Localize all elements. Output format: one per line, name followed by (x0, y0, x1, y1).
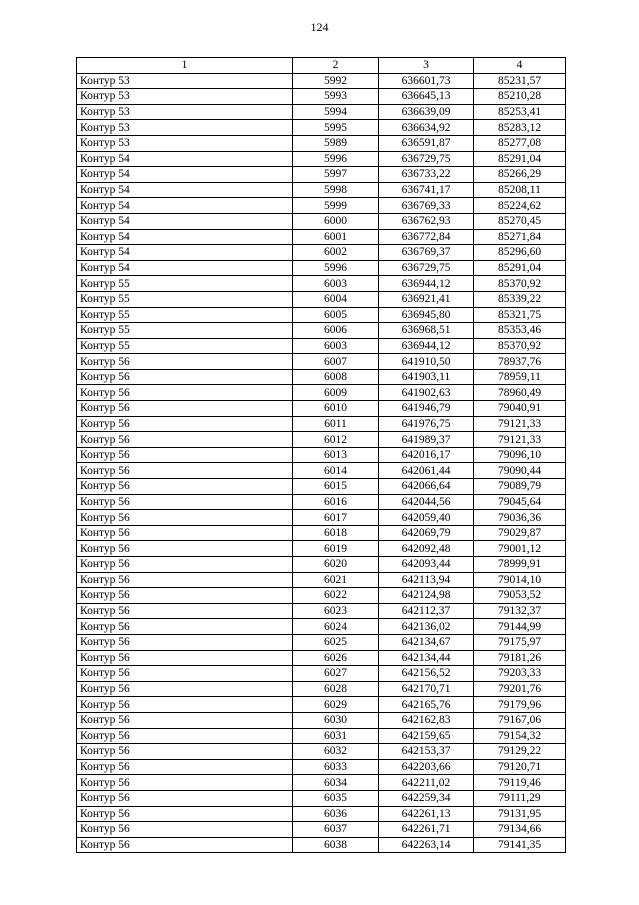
y-coordinate-cell: 79132,37 (474, 603, 566, 619)
contour-name-cell: Контур 56 (77, 650, 293, 666)
x-coordinate-cell: 636729,75 (379, 151, 474, 167)
x-coordinate-cell: 642059,40 (379, 510, 474, 526)
table-row (77, 681, 566, 697)
x-coordinate-cell: 642156,52 (379, 666, 474, 682)
y-coordinate-cell: 85224,62 (474, 198, 566, 214)
point-number-cell: 6012 (293, 432, 379, 448)
table-row (77, 744, 566, 760)
contour-name-cell: Контур 56 (77, 447, 293, 463)
y-coordinate-cell: 79119,46 (474, 775, 566, 791)
y-coordinate-cell: 79089,79 (474, 479, 566, 495)
point-number-cell: 6004 (293, 291, 379, 307)
point-number-cell: 6000 (293, 213, 379, 229)
x-coordinate-cell: 636772,84 (379, 229, 474, 245)
contour-name-cell: Контур 55 (77, 323, 293, 339)
y-coordinate-cell: 79090,44 (474, 463, 566, 479)
point-number-cell: 5996 (293, 151, 379, 167)
contour-name-cell: Контур 56 (77, 634, 293, 650)
contour-name-cell: Контур 55 (77, 291, 293, 307)
y-coordinate-cell: 79201,76 (474, 681, 566, 697)
table-row (77, 837, 566, 853)
y-coordinate-cell: 79014,10 (474, 572, 566, 588)
y-coordinate-cell: 79053,52 (474, 588, 566, 604)
contour-name-cell: Контур 56 (77, 510, 293, 526)
table-row (77, 151, 566, 167)
point-number-cell: 5993 (293, 89, 379, 105)
x-coordinate-cell: 642153,37 (379, 744, 474, 760)
table-row (77, 104, 566, 120)
table-row (77, 385, 566, 401)
table-row (77, 634, 566, 650)
x-coordinate-cell: 641989,37 (379, 432, 474, 448)
x-coordinate-cell: 642263,14 (379, 837, 474, 853)
point-number-cell: 6034 (293, 775, 379, 791)
contour-name-cell: Контур 56 (77, 806, 293, 822)
x-coordinate-cell: 636729,75 (379, 260, 474, 276)
x-coordinate-cell: 636945,80 (379, 307, 474, 323)
table-row (77, 307, 566, 323)
y-coordinate-cell: 85370,92 (474, 338, 566, 354)
contour-name-cell: Контур 54 (77, 198, 293, 214)
point-number-cell: 6006 (293, 323, 379, 339)
point-number-cell: 6013 (293, 447, 379, 463)
point-number-cell: 6005 (293, 307, 379, 323)
contour-name-cell: Контур 56 (77, 728, 293, 744)
x-coordinate-cell: 636769,37 (379, 245, 474, 261)
table-row (77, 354, 566, 370)
table-row (77, 510, 566, 526)
y-coordinate-cell: 85210,28 (474, 89, 566, 105)
point-number-cell: 5998 (293, 182, 379, 198)
point-number-cell: 6037 (293, 822, 379, 838)
y-coordinate-cell: 85283,12 (474, 120, 566, 136)
table-row (77, 463, 566, 479)
contour-name-cell: Контур 54 (77, 260, 293, 276)
y-coordinate-cell: 85291,04 (474, 260, 566, 276)
y-coordinate-cell: 78937,76 (474, 354, 566, 370)
x-coordinate-cell: 642124,98 (379, 588, 474, 604)
x-coordinate-cell: 636639,09 (379, 104, 474, 120)
y-coordinate-cell: 85370,92 (474, 276, 566, 292)
coordinates-table (76, 57, 566, 853)
column-header-3: 3 (379, 58, 474, 74)
point-number-cell: 6035 (293, 790, 379, 806)
table-row (77, 588, 566, 604)
x-coordinate-cell: 642113,94 (379, 572, 474, 588)
contour-name-cell: Контур 54 (77, 182, 293, 198)
contour-name-cell: Контур 56 (77, 525, 293, 541)
point-number-cell: 6015 (293, 479, 379, 495)
y-coordinate-cell: 79179,96 (474, 697, 566, 713)
table-row (77, 416, 566, 432)
x-coordinate-cell: 636944,12 (379, 276, 474, 292)
contour-name-cell: Контур 56 (77, 759, 293, 775)
point-number-cell: 6011 (293, 416, 379, 432)
x-coordinate-cell: 642134,67 (379, 634, 474, 650)
table-row (77, 276, 566, 292)
point-number-cell: 5995 (293, 120, 379, 136)
table-row (77, 182, 566, 198)
y-coordinate-cell: 85277,08 (474, 135, 566, 151)
point-number-cell: 6014 (293, 463, 379, 479)
point-number-cell: 6033 (293, 759, 379, 775)
contour-name-cell: Контур 56 (77, 494, 293, 510)
table-row (77, 759, 566, 775)
y-coordinate-cell: 79181,26 (474, 650, 566, 666)
x-coordinate-cell: 636601,73 (379, 73, 474, 89)
x-coordinate-cell: 636769,33 (379, 198, 474, 214)
table-row (77, 572, 566, 588)
table-row (77, 619, 566, 635)
y-coordinate-cell: 85271,84 (474, 229, 566, 245)
table-row (77, 135, 566, 151)
y-coordinate-cell: 79029,87 (474, 525, 566, 541)
x-coordinate-cell: 642159,65 (379, 728, 474, 744)
point-number-cell: 6029 (293, 697, 379, 713)
point-number-cell: 5989 (293, 135, 379, 151)
x-coordinate-cell: 641910,50 (379, 354, 474, 370)
contour-name-cell: Контур 56 (77, 557, 293, 573)
contour-name-cell: Контур 56 (77, 463, 293, 479)
table-row (77, 790, 566, 806)
x-coordinate-cell: 636921,41 (379, 291, 474, 307)
y-coordinate-cell: 85266,29 (474, 167, 566, 183)
contour-name-cell: Контур 53 (77, 104, 293, 120)
table-row (77, 557, 566, 573)
x-coordinate-cell: 642016,17 (379, 447, 474, 463)
y-coordinate-cell: 85270,45 (474, 213, 566, 229)
contour-name-cell: Контур 56 (77, 385, 293, 401)
contour-name-cell: Контур 56 (77, 712, 293, 728)
contour-name-cell: Контур 54 (77, 213, 293, 229)
point-number-cell: 6026 (293, 650, 379, 666)
y-coordinate-cell: 79167,06 (474, 712, 566, 728)
point-number-cell: 6022 (293, 588, 379, 604)
y-coordinate-cell: 79129,22 (474, 744, 566, 760)
y-coordinate-cell: 85208,11 (474, 182, 566, 198)
y-coordinate-cell: 85321,75 (474, 307, 566, 323)
point-number-cell: 6028 (293, 681, 379, 697)
point-number-cell: 6003 (293, 276, 379, 292)
table-row (77, 229, 566, 245)
y-coordinate-cell: 79203,33 (474, 666, 566, 682)
point-number-cell: 6036 (293, 806, 379, 822)
point-number-cell: 6001 (293, 229, 379, 245)
table-row (77, 650, 566, 666)
x-coordinate-cell: 636944,12 (379, 338, 474, 354)
table-row (77, 666, 566, 682)
y-coordinate-cell: 85291,04 (474, 151, 566, 167)
y-coordinate-cell: 79001,12 (474, 541, 566, 557)
contour-name-cell: Контур 54 (77, 167, 293, 183)
contour-name-cell: Контур 56 (77, 744, 293, 760)
x-coordinate-cell: 642069,79 (379, 525, 474, 541)
point-number-cell: 6016 (293, 494, 379, 510)
contour-name-cell: Контур 56 (77, 354, 293, 370)
contour-name-cell: Контур 56 (77, 401, 293, 417)
point-number-cell: 6007 (293, 354, 379, 370)
point-number-cell: 5996 (293, 260, 379, 276)
table-row (77, 260, 566, 276)
x-coordinate-cell: 642061,44 (379, 463, 474, 479)
table-row (77, 89, 566, 105)
point-number-cell: 6018 (293, 525, 379, 541)
x-coordinate-cell: 642165,76 (379, 697, 474, 713)
x-coordinate-cell: 642112,37 (379, 603, 474, 619)
x-coordinate-cell: 642203,66 (379, 759, 474, 775)
contour-name-cell: Контур 56 (77, 572, 293, 588)
x-coordinate-cell: 642066,64 (379, 479, 474, 495)
x-coordinate-cell: 636634,92 (379, 120, 474, 136)
y-coordinate-cell: 85253,41 (474, 104, 566, 120)
x-coordinate-cell: 642170,71 (379, 681, 474, 697)
point-number-cell: 5994 (293, 104, 379, 120)
table-row (77, 697, 566, 713)
table-header-row (77, 58, 566, 74)
contour-name-cell: Контур 53 (77, 135, 293, 151)
contour-name-cell: Контур 56 (77, 837, 293, 853)
point-number-cell: 5997 (293, 167, 379, 183)
y-coordinate-cell: 79120,71 (474, 759, 566, 775)
y-coordinate-cell: 79045,64 (474, 494, 566, 510)
y-coordinate-cell: 79121,33 (474, 432, 566, 448)
y-coordinate-cell: 79131,95 (474, 806, 566, 822)
table-row (77, 541, 566, 557)
point-number-cell: 6032 (293, 744, 379, 760)
contour-name-cell: Контур 53 (77, 120, 293, 136)
x-coordinate-cell: 636762,93 (379, 213, 474, 229)
contour-name-cell: Контур 55 (77, 307, 293, 323)
table-body (77, 73, 566, 853)
contour-name-cell: Контур 56 (77, 432, 293, 448)
table-row (77, 73, 566, 89)
point-number-cell: 6025 (293, 634, 379, 650)
x-coordinate-cell: 641976,75 (379, 416, 474, 432)
x-coordinate-cell: 641946,79 (379, 401, 474, 417)
y-coordinate-cell: 85339,22 (474, 291, 566, 307)
point-number-cell: 5992 (293, 73, 379, 89)
contour-name-cell: Контур 56 (77, 790, 293, 806)
point-number-cell: 6024 (293, 619, 379, 635)
table-row (77, 291, 566, 307)
contour-name-cell: Контур 56 (77, 369, 293, 385)
x-coordinate-cell: 642261,13 (379, 806, 474, 822)
column-header-4: 4 (474, 58, 566, 74)
x-coordinate-cell: 642092,48 (379, 541, 474, 557)
contour-name-cell: Контур 56 (77, 619, 293, 635)
contour-name-cell: Контур 54 (77, 151, 293, 167)
table-row (77, 822, 566, 838)
point-number-cell: 6030 (293, 712, 379, 728)
y-coordinate-cell: 79040,91 (474, 401, 566, 417)
y-coordinate-cell: 78999,91 (474, 557, 566, 573)
point-number-cell: 6020 (293, 557, 379, 573)
point-number-cell: 5999 (293, 198, 379, 214)
table-row (77, 603, 566, 619)
table-row (77, 167, 566, 183)
y-coordinate-cell: 85231,57 (474, 73, 566, 89)
table-row (77, 245, 566, 261)
y-coordinate-cell: 78960,49 (474, 385, 566, 401)
point-number-cell: 6010 (293, 401, 379, 417)
x-coordinate-cell: 636645,13 (379, 89, 474, 105)
y-coordinate-cell: 79134,66 (474, 822, 566, 838)
table-row (77, 806, 566, 822)
contour-name-cell: Контур 56 (77, 541, 293, 557)
x-coordinate-cell: 641902,63 (379, 385, 474, 401)
x-coordinate-cell: 642093,44 (379, 557, 474, 573)
table-row (77, 775, 566, 791)
table-row (77, 432, 566, 448)
point-number-cell: 6003 (293, 338, 379, 354)
x-coordinate-cell: 636591,87 (379, 135, 474, 151)
table-row (77, 525, 566, 541)
point-number-cell: 6031 (293, 728, 379, 744)
contour-name-cell: Контур 55 (77, 338, 293, 354)
page-number: 124 (310, 20, 329, 34)
contour-name-cell: Контур 56 (77, 822, 293, 838)
x-coordinate-cell: 642162,83 (379, 712, 474, 728)
table-row (77, 728, 566, 744)
y-coordinate-cell: 79175,97 (474, 634, 566, 650)
point-number-cell: 6038 (293, 837, 379, 853)
contour-name-cell: Контур 56 (77, 681, 293, 697)
contour-name-cell: Контур 53 (77, 89, 293, 105)
x-coordinate-cell: 642261,71 (379, 822, 474, 838)
contour-name-cell: Контур 54 (77, 245, 293, 261)
table-row (77, 338, 566, 354)
x-coordinate-cell: 642211,02 (379, 775, 474, 791)
contour-name-cell: Контур 56 (77, 603, 293, 619)
point-number-cell: 6008 (293, 369, 379, 385)
table-row (77, 323, 566, 339)
y-coordinate-cell: 79111,29 (474, 790, 566, 806)
table-row (77, 369, 566, 385)
y-coordinate-cell: 79144,99 (474, 619, 566, 635)
table-row (77, 494, 566, 510)
y-coordinate-cell: 79154,32 (474, 728, 566, 744)
point-number-cell: 6027 (293, 666, 379, 682)
table-row (77, 213, 566, 229)
point-number-cell: 6021 (293, 572, 379, 588)
table-row (77, 479, 566, 495)
contour-name-cell: Контур 53 (77, 73, 293, 89)
column-header-1: 1 (77, 58, 293, 74)
x-coordinate-cell: 642044,56 (379, 494, 474, 510)
x-coordinate-cell: 636968,51 (379, 323, 474, 339)
table-row (77, 401, 566, 417)
contour-name-cell: Контур 56 (77, 479, 293, 495)
point-number-cell: 6017 (293, 510, 379, 526)
contour-name-cell: Контур 56 (77, 775, 293, 791)
x-coordinate-cell: 642134,44 (379, 650, 474, 666)
point-number-cell: 6019 (293, 541, 379, 557)
y-coordinate-cell: 79096,10 (474, 447, 566, 463)
contour-name-cell: Контур 56 (77, 416, 293, 432)
y-coordinate-cell: 79141,35 (474, 837, 566, 853)
x-coordinate-cell: 641903,11 (379, 369, 474, 385)
y-coordinate-cell: 85353,46 (474, 323, 566, 339)
table-row (77, 198, 566, 214)
table-row (77, 120, 566, 136)
x-coordinate-cell: 642136,02 (379, 619, 474, 635)
contour-name-cell: Контур 56 (77, 588, 293, 604)
point-number-cell: 6009 (293, 385, 379, 401)
y-coordinate-cell: 78959,11 (474, 369, 566, 385)
x-coordinate-cell: 636741,17 (379, 182, 474, 198)
x-coordinate-cell: 636733,22 (379, 167, 474, 183)
table-row (77, 712, 566, 728)
point-number-cell: 6002 (293, 245, 379, 261)
point-number-cell: 6023 (293, 603, 379, 619)
column-header-2: 2 (293, 58, 379, 74)
y-coordinate-cell: 79036,36 (474, 510, 566, 526)
x-coordinate-cell: 642259,34 (379, 790, 474, 806)
contour-name-cell: Контур 56 (77, 666, 293, 682)
contour-name-cell: Контур 55 (77, 276, 293, 292)
contour-name-cell: Контур 54 (77, 229, 293, 245)
y-coordinate-cell: 79121,33 (474, 416, 566, 432)
table-row (77, 447, 566, 463)
contour-name-cell: Контур 56 (77, 697, 293, 713)
y-coordinate-cell: 85296,60 (474, 245, 566, 261)
